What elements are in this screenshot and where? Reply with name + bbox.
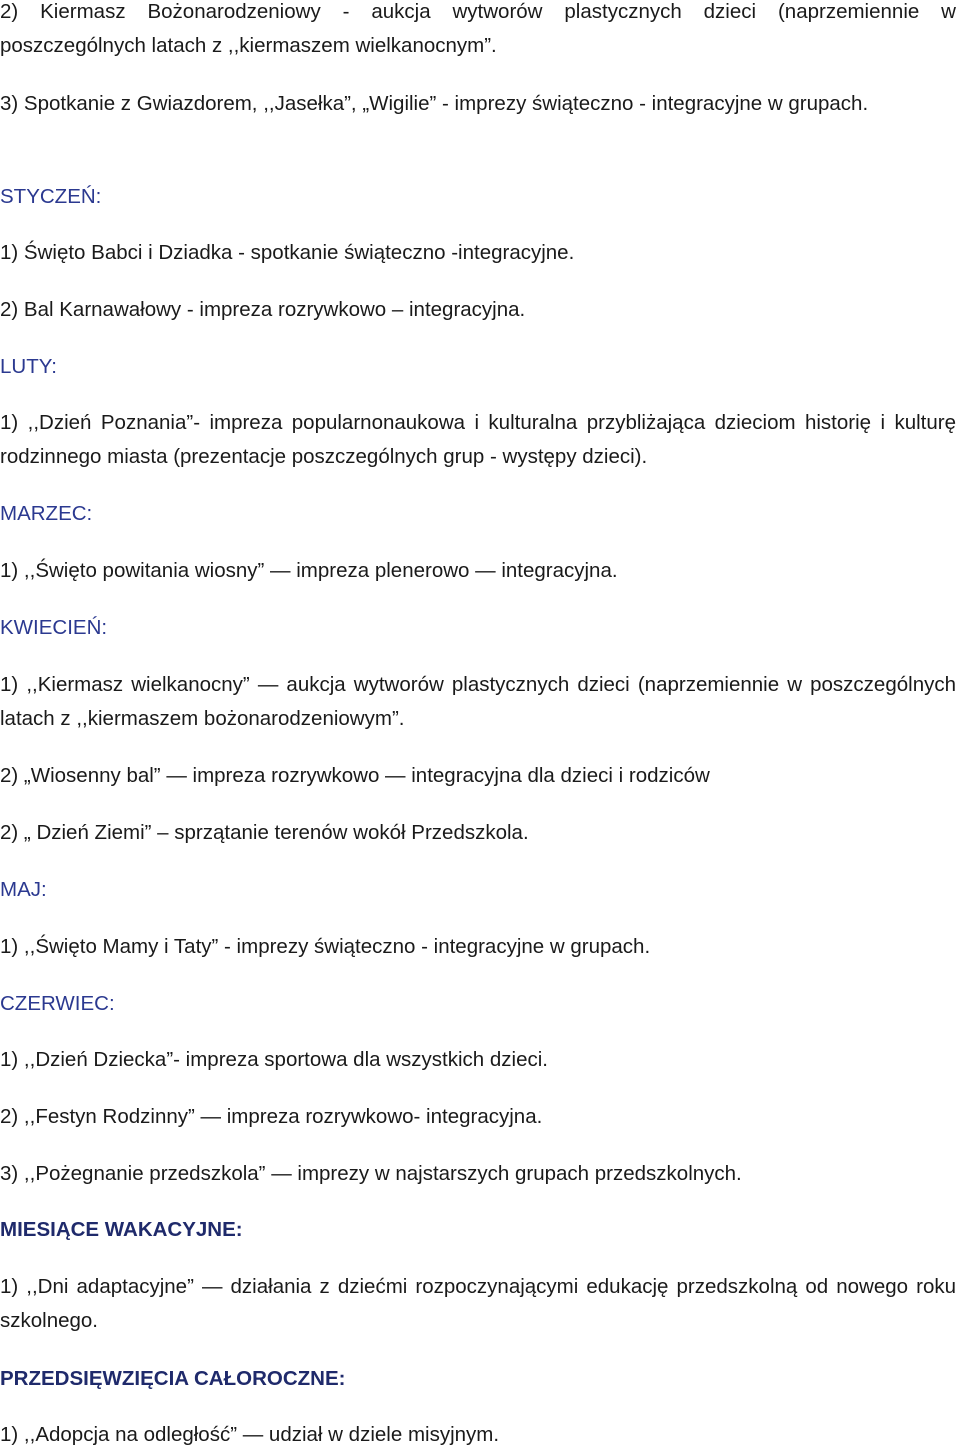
- heading-luty: LUTY:: [0, 355, 57, 378]
- heading-czerwiec: CZERWIEC:: [0, 992, 115, 1015]
- heading-marzec: MARZEC:: [0, 502, 93, 525]
- paragraph-kiermasz-bozonarodzeniowy: 2) Kiermasz Bożonarodzeniowy - aukcja wytworów plastycznych dzieci (naprzemiennie w poszczególnych latach z ,,kiermaszem wielkanocnym”.: [0, 0, 956, 57]
- heading-styczen: STYCZEŃ:: [0, 185, 102, 208]
- paragraph-dzien-ziemi: 2) „ Dzień Ziemi” – sprzątanie terenów wokół Przedszkola.: [0, 821, 529, 844]
- paragraph-bal-karnawalowy: 2) Bal Karnawałowy - impreza rozrywkowo – integracyjna.: [0, 298, 526, 321]
- heading-przedsiewziecia-caloroczne: PRZEDSIĘWZIĘCIA CAŁOROCZNE:: [0, 1367, 346, 1390]
- paragraph-dzien-poznania: 1) ,,Dzień Poznania”- impreza popularnonaukowa i kulturalna przybliżająca dzieciom historię i kulturę rodzinnego miasta (prezentacje poszczególnych grup - występy dzieci).: [0, 411, 956, 468]
- paragraph-dni-adaptacyjne: 1) ,,Dni adaptacyjne” — działania z dziećmi rozpoczynającymi edukację przedszkolną od nowego roku szkolnego.: [0, 1275, 956, 1332]
- heading-maj: MAJ:: [0, 878, 47, 901]
- paragraph-swieto-mamy-i-taty: 1) ,,Święto Mamy i Taty” - imprezy świąteczno - integracyjne w grupach.: [0, 935, 651, 958]
- paragraph-dzien-dziecka: 1) ,,Dzień Dziecka”- impreza sportowa dla wszystkich dzieci.: [0, 1048, 548, 1071]
- paragraph-pozegnanie-przedszkola: 3) ,,Pożegnanie przedszkola” — imprezy w najstarszych grupach przedszkolnych.: [0, 1162, 742, 1185]
- paragraph-wiosenny-bal: 2) „Wiosenny bal” — impreza rozrywkowo — integracyjna dla dzieci i rodziców: [0, 764, 710, 787]
- paragraph-spotkanie-z-gwiazdorem: 3) Spotkanie z Gwiazdorem, ,,Jasełka”, „Wigilie” - imprezy świąteczno - integracyjne w grupach.: [0, 92, 869, 115]
- paragraph-kiermasz-wielkanocny: 1) ,,Kiermasz wielkanocny” — aukcja wytworów plastycznych dzieci (naprzemiennie w poszczególnych latach z ,,kiermaszem bożonarodzeniowym”.: [0, 673, 956, 730]
- paragraph-swieto-powitania-wiosny: 1) ,,Święto powitania wiosny” — impreza plenerowo — integracyjna.: [0, 559, 618, 582]
- heading-kwiecien: KWIECIEŃ:: [0, 616, 108, 639]
- heading-miesiace-wakacyjne: MIESIĄCE WAKACYJNE:: [0, 1218, 243, 1241]
- paragraph-festyn-rodzinny: 2) ,,Festyn Rodzinny” — impreza rozrywkowo- integracyjna.: [0, 1105, 543, 1128]
- paragraph-swieto-babci-i-dziadka: 1) Święto Babci i Dziadka - spotkanie świąteczno -integracyjne.: [0, 241, 575, 264]
- paragraph-adopcja-na-odleglosc: 1) ,,Adopcja na odległość” — udział w dziele misyjnym.: [0, 1423, 500, 1446]
